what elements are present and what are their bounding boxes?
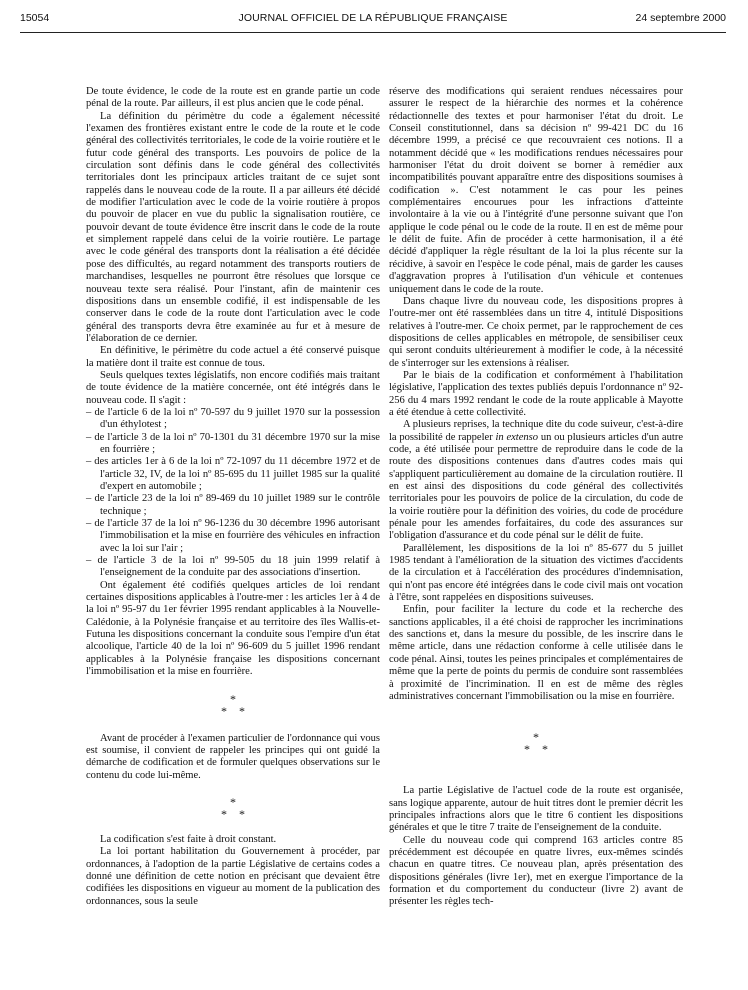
paragraph: Enfin, pour faciliter la lecture du code et la recherche des sanctions applicables, il a été choisi de rapprocher les incriminations des sanctions et, dans la mesure du possible, de les inscrire dans le même article, dans une rédaction conforme à celle utilisée dans le code pénal. Ainsi, toutes les peines principales et complémentaires de même que la perte de points du permis de conduire sont rassemblées à proximité de l'incrimination. Il en est de même des règles administratives concernant l'immobilisation ou la mise en fourrière. bbox=[389, 604, 683, 702]
law-list bbox=[86, 407, 380, 580]
paragraph: Ont également été codifiés quelques articles de loi rendant certaines dispositions applicables à l'outre-mer : les articles 1er à 4 de la loi nº 95-97 du 1er février 1995 rendant applicables à la Nouvelle-Calédonie, à la Polynésie française et au territoire des îles Wallis-et-Futuna les dispositions concernant la conduite sous l'empire d'un état alcoolique, l'article 40 de la loi nº 96-609 du 5 juillet 1996 rendant applicables à la Polynésie française les dispositions concernant l'immobilisation et la mise en fourrière. bbox=[86, 579, 380, 678]
left-column bbox=[86, 86, 380, 908]
latin-term: in extenso bbox=[495, 431, 539, 443]
section-separator bbox=[389, 731, 683, 755]
list-item: – de l'article 37 de la loi nº 96-1236 du 30 décembre 1996 autorisant l'immobilisation et la mise en fourrière des véhicules en infraction avec la loi sur l'air ; bbox=[86, 518, 380, 554]
star: * bbox=[230, 691, 236, 706]
paragraph: Dans chaque livre du nouveau code, les dispositions propres à l'outre-mer ont été rassemblées dans un titre 4, intitulé Dispositions relatives à l'outre-mer. Ce choix permet, par le rapprochement de ces dispositions de celles applicables en métropole, de sensibiliser ceux qui seront conduits ultérieurement à modifier le code, à la nécessité de s'interroger sur les extensions à réaliser. bbox=[389, 295, 683, 369]
page-header bbox=[20, 12, 726, 30]
paragraph: La codification s'est faite à droit constant. bbox=[100, 833, 277, 845]
paragraph: Seuls quelques textes législatifs, non encore codifiés mais traitant de toute évidence de la matière concernée, ont été intégrés dans le nouveau code. Il s'agit : bbox=[86, 369, 380, 406]
list-item: – de l'article 6 de la loi nº 70-597 du 9 juillet 1970 sur la possession d'un éthylotest ; bbox=[86, 406, 380, 431]
right-column bbox=[389, 86, 683, 909]
list-item: – des articles 1er à 6 de la loi nº 72-1097 du 11 décembre 1972 et de l'article 32, IV, de la loi nº 85-695 du 11 juillet 1985 sur la qualité d'expert en automobile ; bbox=[86, 456, 380, 492]
paragraph: Celle du nouveau code qui comprend 163 articles contre 85 précédemment est découpée en quatre livres, eux-mêmes scindés chacun en quatre titres. Ce nouveau plan, après présentation des dispositions générales (livre 1er), met en exergue l'importance de la formation et du comportement du conducteur (livre 2) avant de présenter les règles tech- bbox=[389, 834, 683, 908]
paragraph: Avant de procéder à l'examen particulier de l'ordonnance qui vous est soumise, il convient de rappeler les principes qui ont guidé la démarche de codification et de formuler quelques observations sur le contenu du code lui-même. bbox=[86, 732, 380, 781]
header-rule bbox=[20, 32, 726, 33]
section-separator bbox=[86, 693, 380, 717]
section-separator bbox=[86, 796, 380, 820]
paragraph: La définition du périmètre du code a également nécessité l'examen des frontières existant entre le code de la route et le code général des collectivités territoriales, le code de la voirie routière et le futur code général des transports. Les pouvoirs de police de la circulation sont définis dans le code général des collectivités territoriales dont les principaux articles traitant de ce sujet sont rappelés dans le nouveau code de la route. Il a par ailleurs été décidé de modifier l'articulation avec le code de la voirie routière à propos du pouvoir de placer en vue du public la signalisation routière, ce pouvoir devant de toute évidence être inscrit dans le code de la route et simplement rappelé dans celui de la voirie routière. Le partage avec le code général des transports dont la réalisation a été décidée pose des difficultés, au regard notamment des transports routiers de marchandises, lesquelles ne pourront être résolues que lorsque ce nouveau texte sera réalisé. Pour l'instant, afin de maintenir ces dispositions dans un ensemble codifié, il est indispensable de les conserver dans le code de la route dont l'articulation avec le code général des transports devra être examinée au fur et à mesure de l'élaboration de ce dernier. bbox=[86, 110, 381, 344]
page-number: 15054 bbox=[20, 12, 50, 24]
paragraph: La loi portant habilitation du Gouvernement à procéder, par ordonnances, à l'adoption de la partie Législative de certains codes a donné une définition de cette notion en précisant que devaient être codifiées les dispositions en vigueur au moment de la publication des ordonnances, sous la seule bbox=[86, 846, 380, 907]
journal-title: JOURNAL OFFICIEL DE LA RÉPUBLIQUE FRANÇAISE bbox=[238, 12, 508, 24]
paragraph: En définitive, le périmètre du code actuel a été conservé puisque la matière dont il traite est connue de tous. bbox=[86, 345, 380, 369]
star-pair: * * bbox=[221, 806, 245, 821]
paragraph: De toute évidence, le code de la route est en grande partie un code pénal de la route. Par ailleurs, il est plus ancien que le code pénal. bbox=[86, 86, 380, 110]
paragraph: Par le biais de la codification et conformément à l'habilitation législative, l'application des textes publiés depuis l'ordonnance nº 92-256 du 4 mars 1992 rendant le code de la route applicable à Mayotte a été étendue à cette collectivité. bbox=[389, 369, 683, 418]
list-item: – de l'article 23 de la loi nº 89-469 du 10 juillet 1989 sur le contrôle technique ; bbox=[86, 493, 380, 517]
star: * bbox=[533, 730, 539, 745]
star: * bbox=[230, 794, 236, 809]
paragraph: A plusieurs reprises, la technique dite du code suiveur, c'est-à-dire la possibilité de rappeler in extenso un ou plusieurs articles d'un autre code, a été utilisée pour permettre de reproduire dans le code de la route des dispositions contenues dans d'autres codes mais qui s'appliquent particulièrement au domaine de la circulation routière. Il en est ainsi des dispositions du code général des collectivités territoriales pour les pouvoirs de police de la circulation, du code de la voirie routière pour la définition des voiries, du code de procédure pénale pour les amendes forfaitaires, du code des assurances sur l'obligation d'assurance et du code pénal sur le délit de fuite. bbox=[389, 419, 684, 542]
star-pair: * * bbox=[221, 703, 245, 718]
paragraph: Parallèlement, les dispositions de la loi nº 85-677 du 5 juillet 1985 tendant à l'amélioration de la situation des victimes d'accidents de la circulation et à l'accélération des procédures d'indemnisation, qui n'ont pas encore été intégrées dans le code civil mais ont vocation à l'être, sont rappelées en dispositions suiveuses. bbox=[389, 542, 683, 604]
publication-date: 24 septembre 2000 bbox=[635, 12, 726, 24]
list-item: – de l'article 3 de la loi nº 70-1301 du 31 décembre 1970 sur la mise en fourrière ; bbox=[86, 431, 380, 455]
list-item: – de l'article 3 de la loi nº 99-505 du 18 juin 1999 relatif à l'enseignement de la conduite par des associations d'insertion. bbox=[86, 555, 380, 579]
paragraph: La partie Législative de l'actuel code de la route est organisée, sans logique apparente, autour de huit titres dont le premier décrit les principales infractions alors que le titre 6 contient les dispositions générales et que le titre 7 traite de l'enseignement de la conduite. bbox=[389, 785, 683, 834]
paragraph: réserve des modifications qui seraient rendues nécessaires pour assurer le respect de la hiérarchie des normes et la cohérence rédactionnelle des textes et pour harmoniser l'état du droit. Le Conseil constitutionnel, dans sa décision nº 99-421 DC du 16 décembre 1999, a précisé ce que recouvraient ces notions. Il a notamment décidé que « les modifications rendues nécessaires pour harmoniser l'état du droit doivent se borner à remédier aux incompatibilités pouvant apparaître entre des dispositions soumises à codification ». C'est notamment le cas pour les peines complémentaires encourues pour les infractions d'atteinte involontaire à la vie ou à l'intégrité d'une personne suivant que l'on applique le code pénal ou le code de la route. Il en est de même pour le délit de fuite. Afin de procéder à cette harmonisation, il a été décidé d'appliquer la règle résultant de la loi la plus récente sur la récidive, à savoir en l'espèce le code pénal, mais de garder les causes d'aggravation propres à l'utilisation d'un véhicule et contenues uniquement dans le code de la route. bbox=[389, 86, 683, 295]
star-pair: * * bbox=[524, 742, 548, 757]
